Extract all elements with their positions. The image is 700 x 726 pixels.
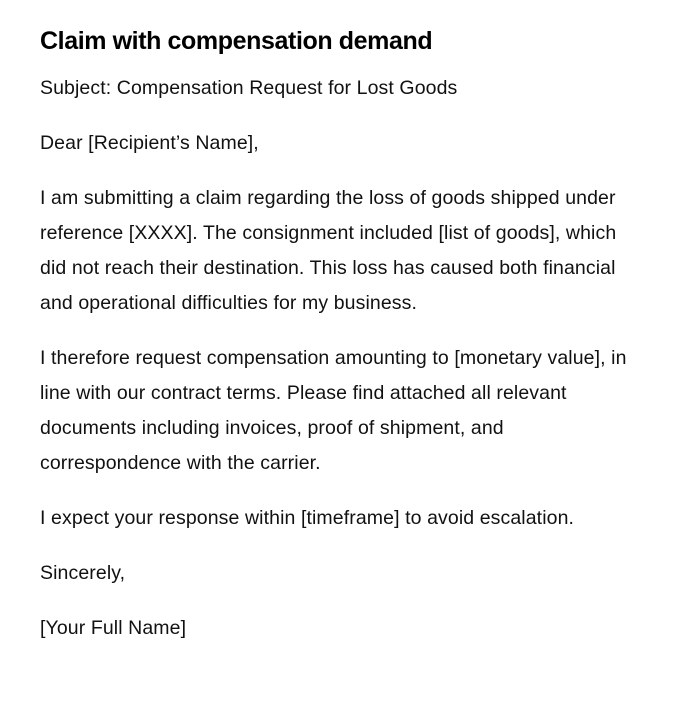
letter-body-paragraph-3: I expect your response within [timeframe] to avoid escalation. xyxy=(40,507,575,529)
document-title: Claim with compensation demand xyxy=(40,27,433,55)
letter-subject: Subject: Compensation Request for Lost Goods xyxy=(40,77,458,99)
letter-body-paragraph-1: I am submitting a claim regarding the loss of goods shipped under reference [XXXX]. The consignment included [list of goods], which did not reach their destination. This loss has caused both financial and operational difficulties for my business. xyxy=(40,187,617,314)
letter-salutation: Dear [Recipient’s Name], xyxy=(40,132,259,154)
letter-body-paragraph-2: I therefore request compensation amounting to [monetary value], in line with our contract terms. Please find attached all relevant documents including invoices, proof of shipment, and correspondence with the carrier. xyxy=(40,347,627,474)
letter-signature: [Your Full Name] xyxy=(40,617,187,639)
letter-closing: Sincerely, xyxy=(40,562,126,584)
